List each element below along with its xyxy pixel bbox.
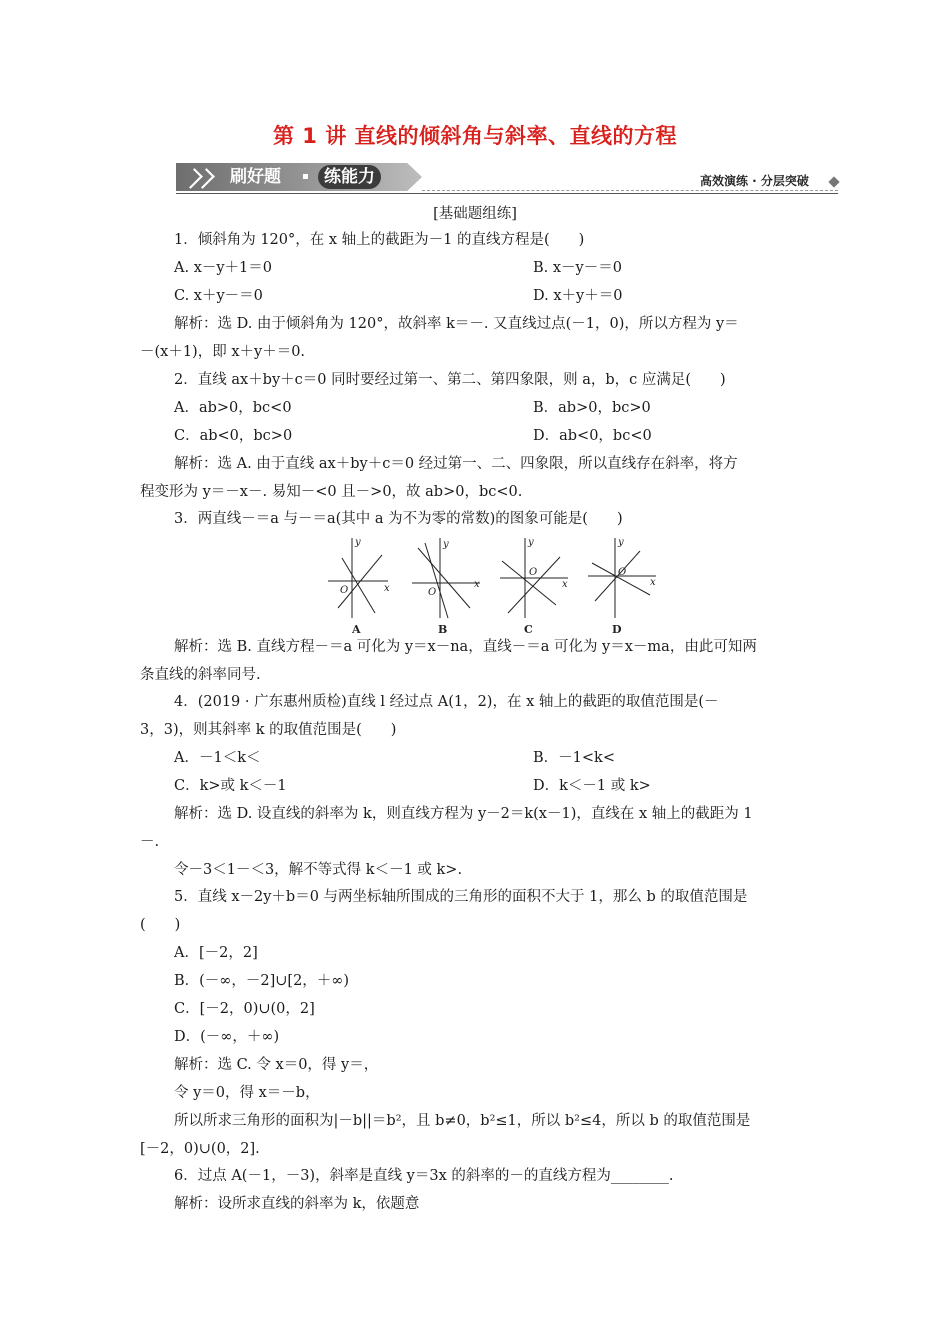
diamond-icon bbox=[828, 176, 839, 187]
option-line: D．k＜－1 或 k> bbox=[533, 778, 651, 794]
solution-line: 解析：选 C. 令 x＝0，得 y＝， bbox=[174, 1057, 379, 1073]
banner-dot: ▪ bbox=[302, 171, 309, 182]
page-title: 第 1 讲 直线的倾斜角与斜率、直线的方程 bbox=[272, 124, 678, 148]
option-line: A．[－2，2] bbox=[174, 945, 258, 961]
graphs-figure bbox=[320, 533, 660, 638]
graph-c-x: x bbox=[562, 579, 568, 590]
question-line: 1．倾斜角为 120°，在 x 轴上的截距为－1 的直线方程是( ) bbox=[174, 232, 585, 248]
option-line: D. x＋y＋＝0 bbox=[533, 288, 623, 304]
graph-d-origin: O bbox=[618, 567, 627, 578]
graph-a bbox=[328, 538, 388, 618]
graph-d bbox=[588, 538, 656, 618]
banner-label: 刷好题 bbox=[230, 167, 281, 187]
graph-b-y: y bbox=[443, 539, 449, 550]
option-line: C. x＋y－＝0 bbox=[174, 288, 263, 304]
banner-badge: 练能力 bbox=[318, 165, 381, 189]
question-line: 4．(2019 · 广东惠州质检)直线 l 经过点 A(1，2)，在 x 轴上的截距的取值范围是(－ bbox=[174, 694, 719, 710]
banner-right-tag: 高效演练 · 分层突破 bbox=[700, 174, 809, 188]
option-line: C．k>或 k＜－1 bbox=[174, 778, 287, 794]
graph-a-y: y bbox=[355, 537, 361, 548]
question-line: 5．直线 x－2y＋b＝0 与两坐标轴所围成的三角形的面积不大于 1，那么 b 的取值范围是 bbox=[174, 889, 748, 905]
option-line: B．ab>0，bc>0 bbox=[533, 400, 651, 416]
solution-line: [－2，0)∪(0，2]. bbox=[140, 1141, 260, 1157]
solution-line: 所以所求三角形的面积为|－b||＝b²，且 b≠0，b²≤1，所以 b²≤4，所以 b 的取值范围是 bbox=[174, 1113, 751, 1129]
graph-c-origin: O bbox=[529, 567, 538, 578]
solution-line: 解析：选 B. 直线方程－＝a 可化为 y＝x－na，直线－＝a 可化为 y＝x－ma，由此可知两 bbox=[174, 639, 757, 655]
solution-line: 解析：选 D. 由于倾斜角为 120°，故斜率 k＝－. 又直线过点(－1，0)，所以方程为 y＝ bbox=[174, 316, 739, 332]
graph-label: A bbox=[352, 623, 361, 636]
solution-line: －. bbox=[140, 834, 160, 850]
solution-line: －(x＋1)，即 x＋y＋＝0. bbox=[140, 344, 306, 360]
option-line: A．ab>0，bc<0 bbox=[174, 400, 292, 416]
solution-line: 令 y＝0，得 x＝－b， bbox=[174, 1085, 320, 1101]
solution-line: 程变形为 y＝－x－. 易知－<0 且－>0，故 ab>0，bc<0. bbox=[140, 484, 523, 500]
option-line: B．－1<k< bbox=[533, 750, 615, 766]
option-line: D．ab<0，bc<0 bbox=[533, 428, 652, 444]
option-line: B．(－∞，－2]∪[2，＋∞) bbox=[174, 973, 350, 989]
question-line: 3，3)，则其斜率 k 的取值范围是( ) bbox=[140, 722, 397, 738]
question-line: 2．直线 ax＋by＋c＝0 同时要经过第一、第二、第四象限，则 a，b，c 应满足( ) bbox=[174, 372, 726, 388]
graph-a-origin: O bbox=[340, 585, 349, 596]
graph-d-y: y bbox=[618, 537, 624, 548]
question-line: ( ) bbox=[140, 917, 181, 933]
solution-line: 解析：设所求直线的斜率为 k，依题意 bbox=[174, 1196, 420, 1212]
graph-b bbox=[412, 538, 480, 618]
solution-line: 条直线的斜率同号. bbox=[140, 667, 261, 683]
divider bbox=[422, 190, 838, 191]
graph-b-origin: O bbox=[428, 587, 437, 598]
question-line: 6．过点 A(－1，－3)，斜率是直线 y＝3x 的斜率的－的直线方程为________. bbox=[174, 1168, 674, 1184]
option-line: A．－1＜k＜ bbox=[174, 750, 261, 766]
question-line: 3．两直线－＝a 与－＝a(其中 a 为不为零的常数)的图象可能是( ) bbox=[174, 511, 623, 527]
divider bbox=[176, 193, 838, 194]
option-line: B. x－y－＝0 bbox=[533, 260, 622, 276]
solution-line: 解析：选 D. 设直线的斜率为 k，则直线方程为 y－2＝k(x－1)，直线在 x 轴上的截距为 1 bbox=[174, 806, 753, 822]
option-line: C．ab<0，bc>0 bbox=[174, 428, 293, 444]
graph-b-x: x bbox=[474, 579, 480, 590]
solution-line: 令－3＜1－＜3，解不等式得 k＜－1 或 k>. bbox=[174, 862, 463, 878]
graph-label: C bbox=[524, 623, 533, 636]
graph-d-x: x bbox=[650, 577, 656, 588]
option-line: A. x－y＋1＝0 bbox=[174, 260, 273, 276]
graph-label: B bbox=[438, 623, 448, 636]
graph-c-y: y bbox=[528, 537, 534, 548]
graph-a-x: x bbox=[384, 583, 390, 594]
option-line: D．(－∞，＋∞) bbox=[174, 1029, 280, 1045]
option-line: C．[－2，0)∪(0，2] bbox=[174, 1001, 315, 1017]
solution-line: 解析：选 A. 由于直线 ax＋by＋c＝0 经过第一、二、四象限，所以直线存在斜率，将方 bbox=[174, 456, 738, 472]
section-heading: [基础题组练] bbox=[433, 206, 517, 222]
graph-c bbox=[500, 538, 568, 618]
graph-label: D bbox=[612, 623, 622, 636]
